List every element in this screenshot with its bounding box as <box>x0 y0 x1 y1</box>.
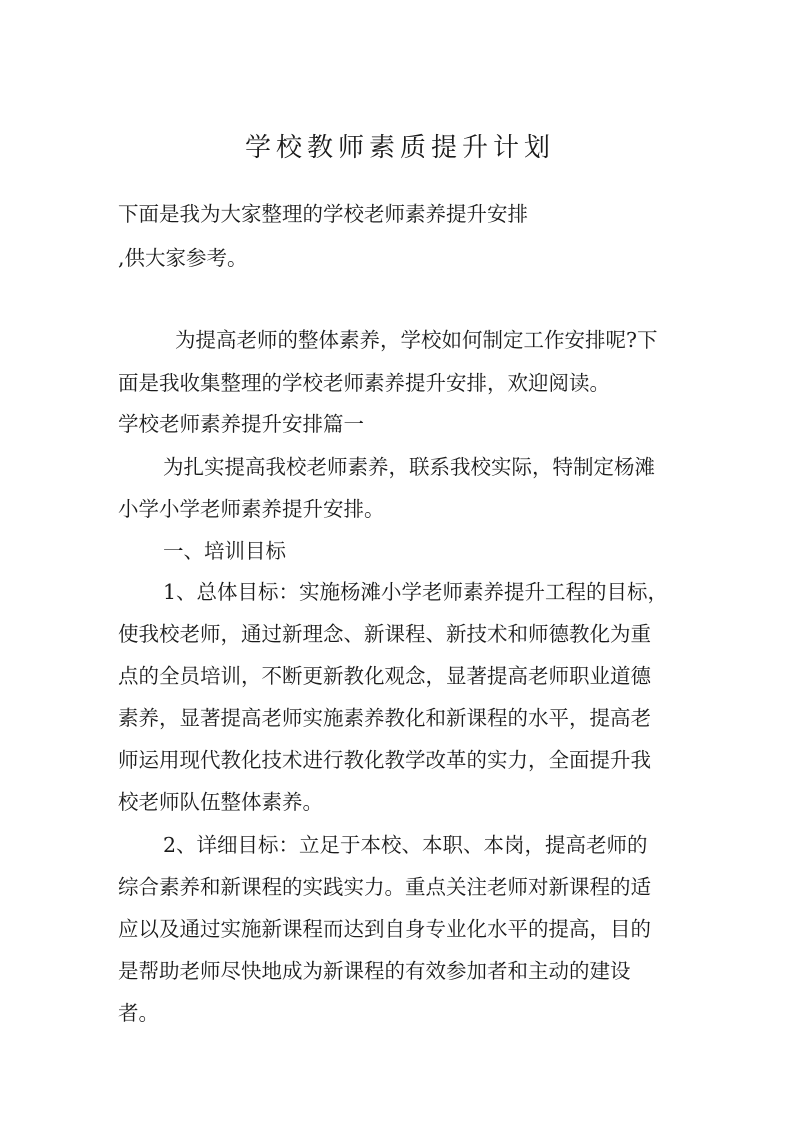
heading-training-goals: 一、培训目标 <box>163 539 286 563</box>
para1-line-2: 小学小学老师素养提升安排。 <box>118 497 385 521</box>
goal1-line-1: 1、总体目标：实施杨滩小学老师素养提升工程的目标， <box>163 580 669 604</box>
para1-line-1: 为扎实提高我校老师素养，联系我校实际，特制定杨滩 <box>163 455 655 479</box>
goal2-line-4: 是帮助老师尽快地成为新课程的有效参加者和主动的建设 <box>118 959 631 983</box>
document-title: 学校教师素质提升计划 <box>244 133 555 163</box>
goal1-line-4: 素养，显著提高老师实施素养教化和新课程的水平，提高老 <box>118 706 651 730</box>
lead-line-2: 面是我收集整理的学校老师素养提升安排，欢迎阅读。 <box>118 371 610 395</box>
lead-line-1: 为提高老师的整体素养，学校如何制定工作安排呢?下 <box>175 328 658 352</box>
intro-line-1: 下面是我为大家整理的学校老师素养提升安排 <box>118 202 528 226</box>
goal2-line-2: 综合素养和新课程的实践实力。重点关注老师对新课程的适 <box>118 875 651 899</box>
goal2-line-3: 应以及通过实施新课程而达到自身专业化水平的提高，目的 <box>118 917 651 941</box>
goal2-line-1: 2、详细目标：立足于本校、本职、本岗，提高老师的 <box>163 833 648 857</box>
section-title: 学校老师素养提升安排篇一 <box>118 412 364 436</box>
intro-line-2: ,供大家参考。 <box>118 246 248 270</box>
goal1-line-3: 点的全员培训，不断更新教化观念，显著提高老师职业道德 <box>118 664 651 688</box>
goal1-line-6: 校老师队伍整体素养。 <box>118 790 323 814</box>
goal2-line-5: 者。 <box>118 1001 159 1025</box>
goal1-line-5: 师运用现代教化技术进行教化教学改革的实力，全面提升我 <box>118 748 651 772</box>
goal1-line-2: 使我校老师，通过新理念、新课程、新技术和师德教化为重 <box>118 622 651 646</box>
